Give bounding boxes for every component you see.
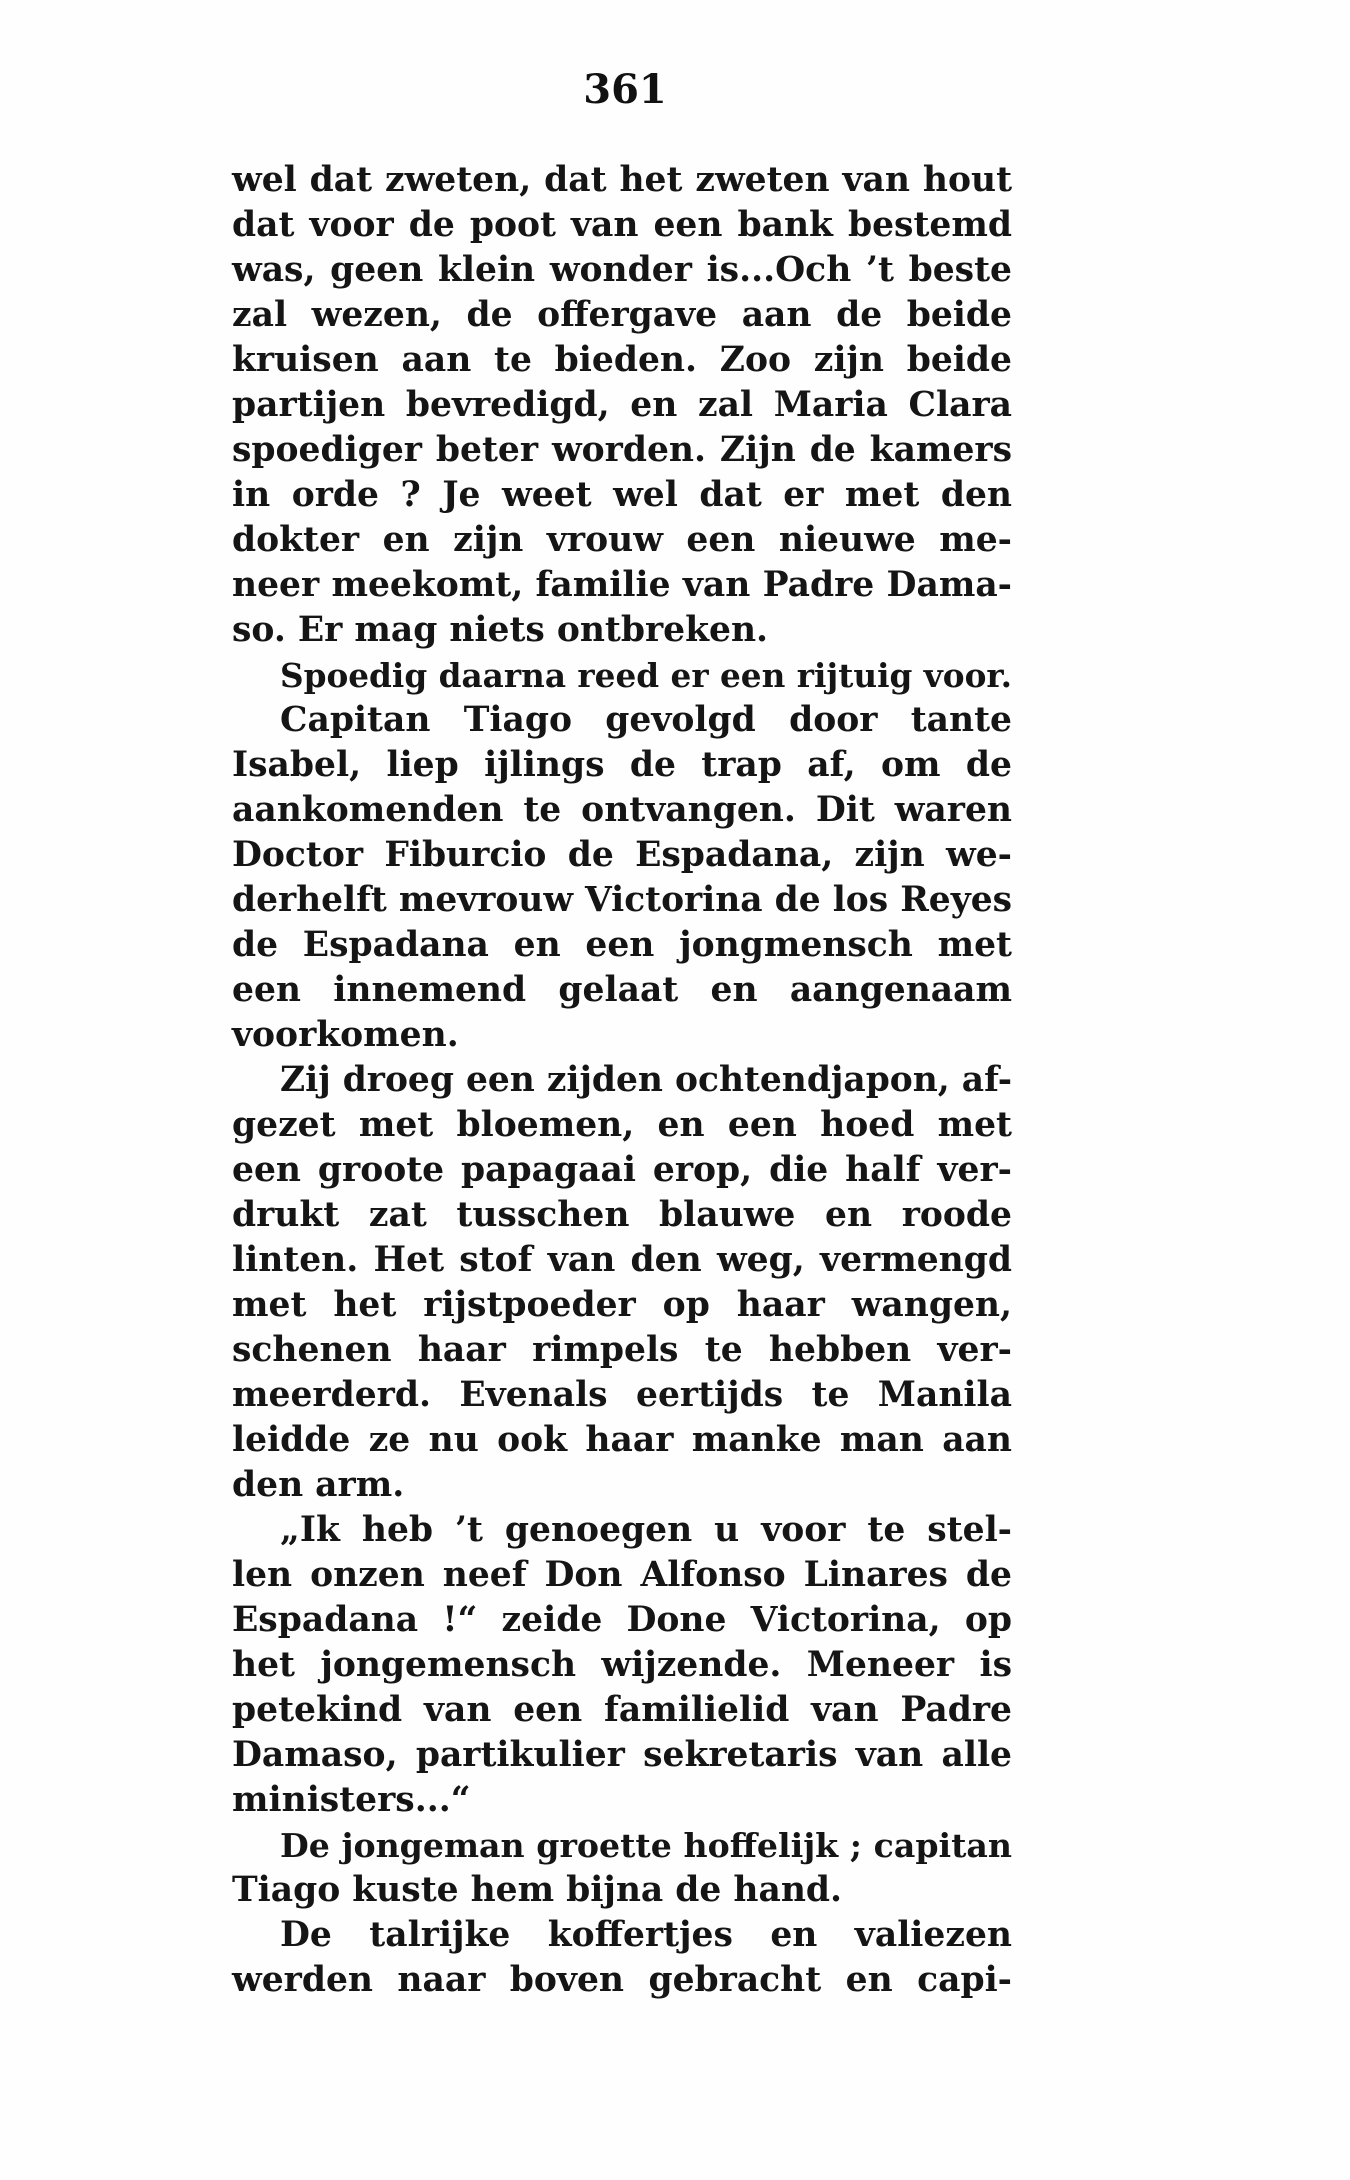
text-line: werden naar boven gebracht en capi- xyxy=(232,1960,1012,2000)
text-line: den arm. xyxy=(232,1465,405,1505)
text-line: een innemend gelaat en aangenaam xyxy=(232,970,1012,1010)
text-line: Zij droeg een zijden ochtendjapon, af- xyxy=(280,1060,1012,1100)
text-line: spoediger beter worden. Zijn de kamers xyxy=(232,430,1012,470)
body-text xyxy=(232,158,1012,2003)
text-line: Capitan Tiago gevolgd door tante xyxy=(280,700,1012,740)
text-line: aankomenden te ontvangen. Dit waren xyxy=(232,790,1012,830)
text-line: so. Er mag niets ontbreken. xyxy=(232,610,769,650)
text-line: Doctor Fiburcio de Espadana, zijn we- xyxy=(232,835,1012,875)
text-line: schenen haar rimpels te hebben ver- xyxy=(232,1330,1012,1370)
text-line: voorkomen. xyxy=(232,1015,459,1055)
text-line: kruisen aan te bieden. Zoo zijn beide xyxy=(232,340,1012,380)
text-line: een groote papagaai erop, die half ver- xyxy=(232,1150,1012,1190)
page-number: 361 xyxy=(583,66,667,113)
text-line: petekind van een familielid van Padre xyxy=(232,1690,1012,1730)
text-line: dokter en zijn vrouw een nieuwe me- xyxy=(232,520,1012,560)
text-line: leidde ze nu ook haar manke man aan xyxy=(232,1420,1012,1460)
text-line: derhelft mevrouw Victorina de los Reyes xyxy=(232,880,1012,920)
text-line: in orde ? Je weet wel dat er met den xyxy=(232,475,1012,515)
text-line: was, geen klein wonder is...Och ’t beste xyxy=(232,250,1012,290)
text-line: linten. Het stof van den weg, vermengd xyxy=(232,1240,1012,1280)
text-line: De jongeman groette hoffelijk ; capitan xyxy=(280,1826,1012,1865)
text-line: neer meekomt, familie van Padre Dama- xyxy=(232,565,1012,605)
text-line: Espadana !“ zeide Done Victorina, op xyxy=(232,1600,1012,1640)
text-line: wel dat zweten, dat het zweten van hout xyxy=(232,160,1012,200)
text-line: het jongemensch wijzende. Meneer is xyxy=(232,1645,1012,1685)
text-line: Damaso, partikulier sekretaris van alle xyxy=(232,1735,1012,1775)
text-line: „Ik heb ’t genoegen u voor te stel- xyxy=(280,1510,1012,1550)
text-line: Tiago kuste hem bijna de hand. xyxy=(232,1870,843,1910)
text-line: Isabel, liep ijlings de trap af, om de xyxy=(232,745,1012,785)
text-line: De talrijke koffertjes en valiezen xyxy=(280,1915,1012,1955)
text-line: dat voor de poot van een bank bestemd xyxy=(232,205,1012,245)
text-line: de Espadana en een jongmensch met xyxy=(232,925,1012,965)
text-line: gezet met bloemen, en een hoed met xyxy=(232,1105,1012,1145)
text-line: meerderd. Evenals eertijds te Manila xyxy=(232,1375,1012,1415)
text-line: zal wezen, de offergave aan de beide xyxy=(232,295,1012,335)
text-line: partijen bevredigd, en zal Maria Clara xyxy=(232,385,1012,425)
text-line: ministers...“ xyxy=(232,1780,471,1820)
text-line: len onzen neef Don Alfonso Linares de xyxy=(232,1555,1012,1595)
text-line: met het rijstpoeder op haar wangen, xyxy=(232,1285,1012,1325)
text-line: Spoedig daarna reed er een rijtuig voor. xyxy=(280,656,1012,695)
text-line: drukt zat tusschen blauwe en roode xyxy=(232,1195,1012,1235)
